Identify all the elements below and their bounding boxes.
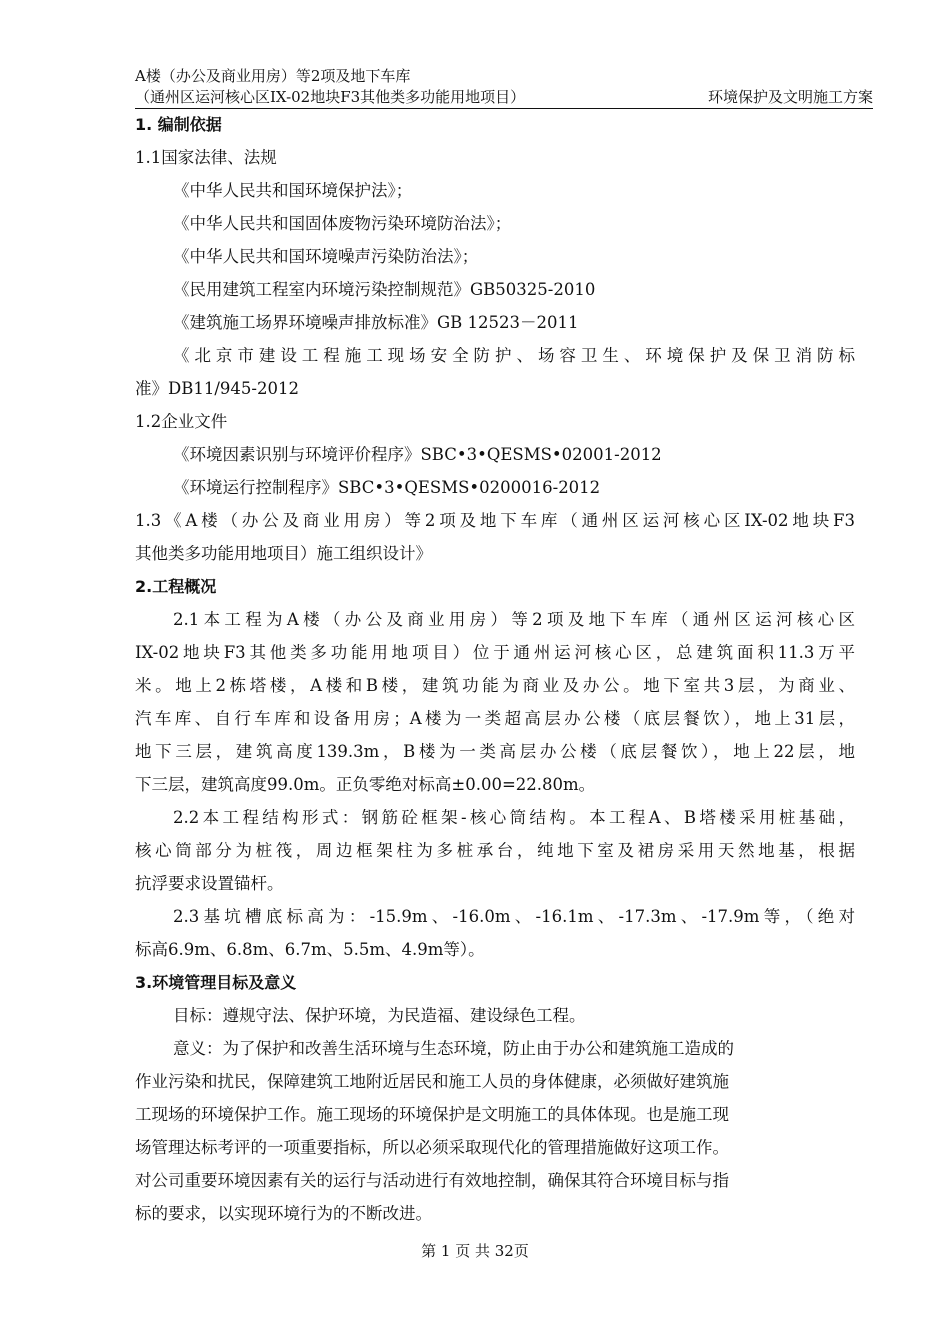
page-footer	[0, 1241, 950, 1261]
list-item-continuation: 准》DB11/945-2012	[135, 379, 299, 398]
paragraph-line: 地下三层，建筑高度139.3m，B楼为一类高层办公楼（底层餐饮），地上22层，地	[135, 742, 855, 761]
header-document-title: 环境保护及文明施工方案	[707, 88, 873, 106]
list-item: 《中华人民共和国环境噪声污染防治法》；	[173, 247, 479, 266]
paragraph-line: 下三层，建筑高度99.0m。正负零绝对标高±0.00=22.80m。	[135, 775, 596, 794]
paragraph-line: 场管理达标考评的一项重要指标，所以必须采取现代化的管理措施做好这项工作。	[135, 1138, 729, 1157]
document-body	[135, 108, 855, 1230]
subsection-heading: 1.3《A楼（办公及商业用房）等2项及地下车库（通州区运河核心区IX-02地块F3	[135, 511, 855, 530]
paragraph-line: 汽车库、自行车库和设备用房；A楼为一类超高层办公楼（底层餐饮），地上31层，	[135, 709, 855, 728]
header-project-name: A楼（办公及商业用房）等2项及地下车库	[135, 67, 411, 85]
paragraph-line: 工现场的环境保护工作。施工现场的环境保护是文明施工的具体体现。也是施工现	[135, 1105, 729, 1124]
section-heading: 2.工程概况	[135, 577, 217, 596]
subsection-heading: 1.1国家法律、法规	[135, 148, 277, 167]
list-item: 《中华人民共和国固体废物污染环境防治法》；	[173, 214, 512, 233]
section-heading: 3.环境管理目标及意义	[135, 973, 297, 992]
header-rule	[135, 87, 873, 109]
list-item: 《中华人民共和国环境保护法》；	[173, 181, 413, 200]
paragraph-line: 抗浮要求设置锚杆。	[135, 874, 284, 893]
paragraph-line: 目标：遵规守法、保护环境，为民造福、建设绿色工程。	[173, 1006, 586, 1025]
paragraph-line: 标高6.9m、6.8m、6.7m、5.5m、4.9m等）。	[135, 940, 485, 959]
paragraph-line: 标的要求，以实现环境行为的不断改进。	[135, 1204, 432, 1223]
paragraph-line: 核心筒部分为桩筏，周边框架柱为多桩承台，纯地下室及裙房采用天然地基，根据	[135, 841, 855, 860]
list-item: 《民用建筑工程室内环境污染控制规范》GB50325-2010	[173, 280, 596, 299]
list-item: 《环境因素识别与环境评价程序》SBC•3•QESMS•02001-2012	[173, 445, 662, 464]
paragraph-line: IX-02地块F3其他类多功能用地项目）位于通州运河核心区，总建筑面积11.3万平	[135, 643, 855, 662]
paragraph-line: 作业污染和扰民，保障建筑工地附近居民和施工人员的身体健康，必须做好建筑施	[135, 1072, 729, 1091]
subsection-heading-continuation: 其他类多功能用地项目）施工组织设计》	[135, 544, 432, 563]
paragraph-line: 米。地上2栋塔楼，A楼和B楼，建筑功能为商业及办公。地下室共3层，为商业、	[135, 676, 855, 695]
page-header	[135, 66, 873, 109]
paragraph-line: 对公司重要环境因素有关的运行与活动进行有效地控制，确保其符合环境目标与指	[135, 1171, 729, 1190]
page-number: 第 1 页 共 32页	[421, 1242, 529, 1260]
list-item: 《环境运行控制程序》SBC•3•QESMS•0200016-2012	[173, 478, 601, 497]
paragraph-line: 2.3基坑槽底标高为：-15.9m、-16.0m、-16.1m、-17.3m、-17.9m等，（绝对	[173, 907, 855, 926]
list-item: 《北京市建设工程施工现场安全防护、场容卫生、环境保护及保卫消防标	[173, 346, 855, 365]
section-heading: 1. 编制依据	[135, 115, 222, 134]
paragraph-line: 2.1本工程为A楼（办公及商业用房）等2项及地下车库（通州区运河核心区	[173, 610, 855, 629]
paragraph-line: 2.2本工程结构形式：钢筋砼框架-核心筒结构。本工程A、B塔楼采用桩基础，	[173, 808, 855, 827]
header-project-subtitle: （通州区运河核心区IX-02地块F3其他类多功能用地项目）	[135, 88, 526, 106]
subsection-heading: 1.2企业文件	[135, 412, 228, 431]
list-item: 《建筑施工场界环境噪声排放标准》GB 12523－2011	[173, 313, 579, 332]
paragraph-line: 意义：为了保护和改善生活环境与生态环境，防止由于办公和建筑施工造成的	[173, 1039, 734, 1058]
